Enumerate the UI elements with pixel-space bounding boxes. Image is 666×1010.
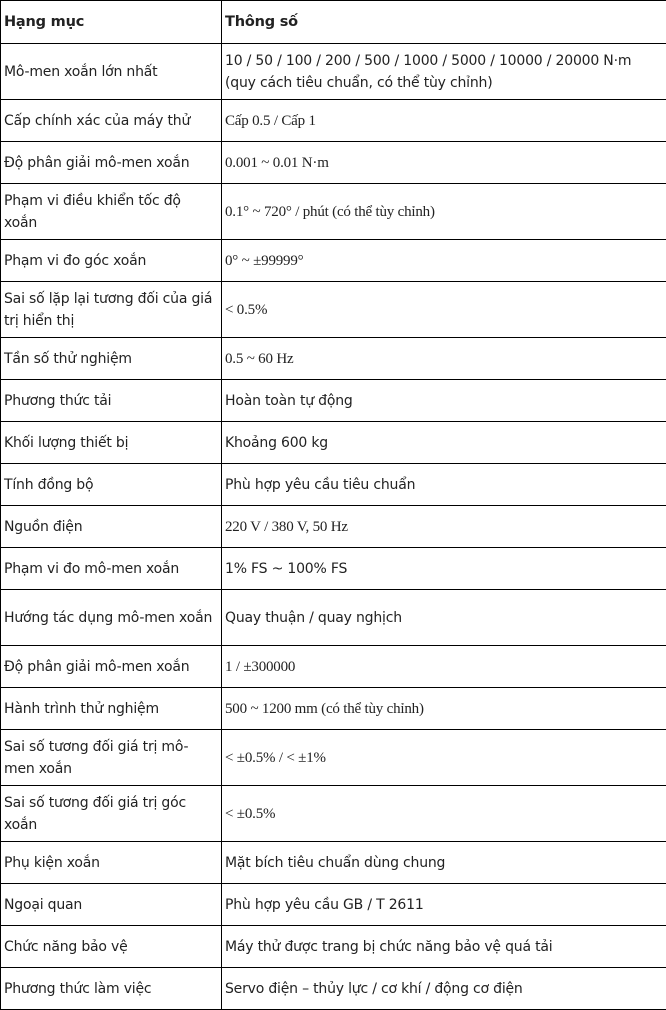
value-cell: Cấp 0.5 / Cấp 1: [222, 100, 666, 142]
table-row: [1, 464, 666, 506]
value-cell: 0° ~ ±99999°: [222, 240, 666, 282]
item-cell: Sai số tương đối giá trị mô-men xoắn: [1, 730, 222, 786]
item-cell: Phương thức tải: [1, 380, 222, 422]
item-cell: Ngoại quan: [1, 884, 222, 926]
item-cell: Tần số thử nghiệm: [1, 338, 222, 380]
item-cell: Sai số tương đối giá trị góc xoắn: [1, 786, 222, 842]
value-cell: 0.001 ~ 0.01 N·m: [222, 142, 666, 184]
value-cell: 1% FS ~ 100% FS: [222, 548, 666, 590]
table-row: [1, 730, 666, 786]
table-row: [1, 100, 666, 142]
item-cell: Tính đồng bộ: [1, 464, 222, 506]
value-cell: 0.5 ~ 60 Hz: [222, 338, 666, 380]
item-cell: Hướng tác dụng mô-men xoắn: [1, 590, 222, 646]
table-row: [1, 142, 666, 184]
table-row: [1, 184, 666, 240]
table-row: [1, 842, 666, 884]
item-cell: Độ phân giải mô-men xoắn: [1, 646, 222, 688]
table-row: [1, 338, 666, 380]
item-cell: Độ phân giải mô-men xoắn: [1, 142, 222, 184]
item-cell: Sai số lặp lại tương đối của giá trị hiển thị: [1, 282, 222, 338]
value-cell: Phù hợp yêu cầu GB / T 2611: [222, 884, 666, 926]
value-cell: Hoàn toàn tự động: [222, 380, 666, 422]
value-cell: Máy thử được trang bị chức năng bảo vệ quá tải: [222, 926, 666, 968]
value-cell: Quay thuận / quay nghịch: [222, 590, 666, 646]
table-row: [1, 590, 666, 646]
item-cell: Mô-men xoắn lớn nhất: [1, 44, 222, 100]
table-row: [1, 240, 666, 282]
item-cell: Hành trình thử nghiệm: [1, 688, 222, 730]
value-cell: Khoảng 600 kg: [222, 422, 666, 464]
value-cell: < ±0.5% / < ±1%: [222, 730, 666, 786]
table-row: [1, 506, 666, 548]
item-cell: Phương thức làm việc: [1, 968, 222, 1010]
value-cell: Mặt bích tiêu chuẩn dùng chung: [222, 842, 666, 884]
item-cell: Phạm vi điều khiển tốc độ xoắn: [1, 184, 222, 240]
table-row: [1, 926, 666, 968]
table-row: [1, 44, 666, 100]
item-cell: Phụ kiện xoắn: [1, 842, 222, 884]
table-row: [1, 646, 666, 688]
value-cell: 10 / 50 / 100 / 200 / 500 / 1000 / 5000 / 10000 / 20000 N·m (quy cách tiêu chuẩn, có thể tùy chỉnh): [222, 44, 666, 100]
value-cell: 0.1° ~ 720° / phút (có thể tùy chỉnh): [222, 184, 666, 240]
table-header-row: [1, 1, 666, 44]
table-row: [1, 884, 666, 926]
value-cell: 220 V / 380 V, 50 Hz: [222, 506, 666, 548]
header-value: Thông số: [222, 1, 666, 44]
table-row: [1, 688, 666, 730]
table-row: [1, 968, 666, 1010]
table-row: [1, 380, 666, 422]
table-body: [1, 44, 666, 1010]
item-cell: Phạm vi đo góc xoắn: [1, 240, 222, 282]
item-cell: Khối lượng thiết bị: [1, 422, 222, 464]
value-cell: Phù hợp yêu cầu tiêu chuẩn: [222, 464, 666, 506]
value-cell: < 0.5%: [222, 282, 666, 338]
item-cell: Chức năng bảo vệ: [1, 926, 222, 968]
table-row: [1, 548, 666, 590]
item-cell: Cấp chính xác của máy thử: [1, 100, 222, 142]
value-cell: < ±0.5%: [222, 786, 666, 842]
item-cell: Phạm vi đo mô-men xoắn: [1, 548, 222, 590]
value-cell: 1 / ±300000: [222, 646, 666, 688]
item-cell: Nguồn điện: [1, 506, 222, 548]
table-row: [1, 786, 666, 842]
value-cell: 500 ~ 1200 mm (có thể tùy chỉnh): [222, 688, 666, 730]
table-row: [1, 422, 666, 464]
header-item: Hạng mục: [1, 1, 222, 44]
value-cell: Servo điện – thủy lực / cơ khí / động cơ điện: [222, 968, 666, 1010]
table-row: [1, 282, 666, 338]
